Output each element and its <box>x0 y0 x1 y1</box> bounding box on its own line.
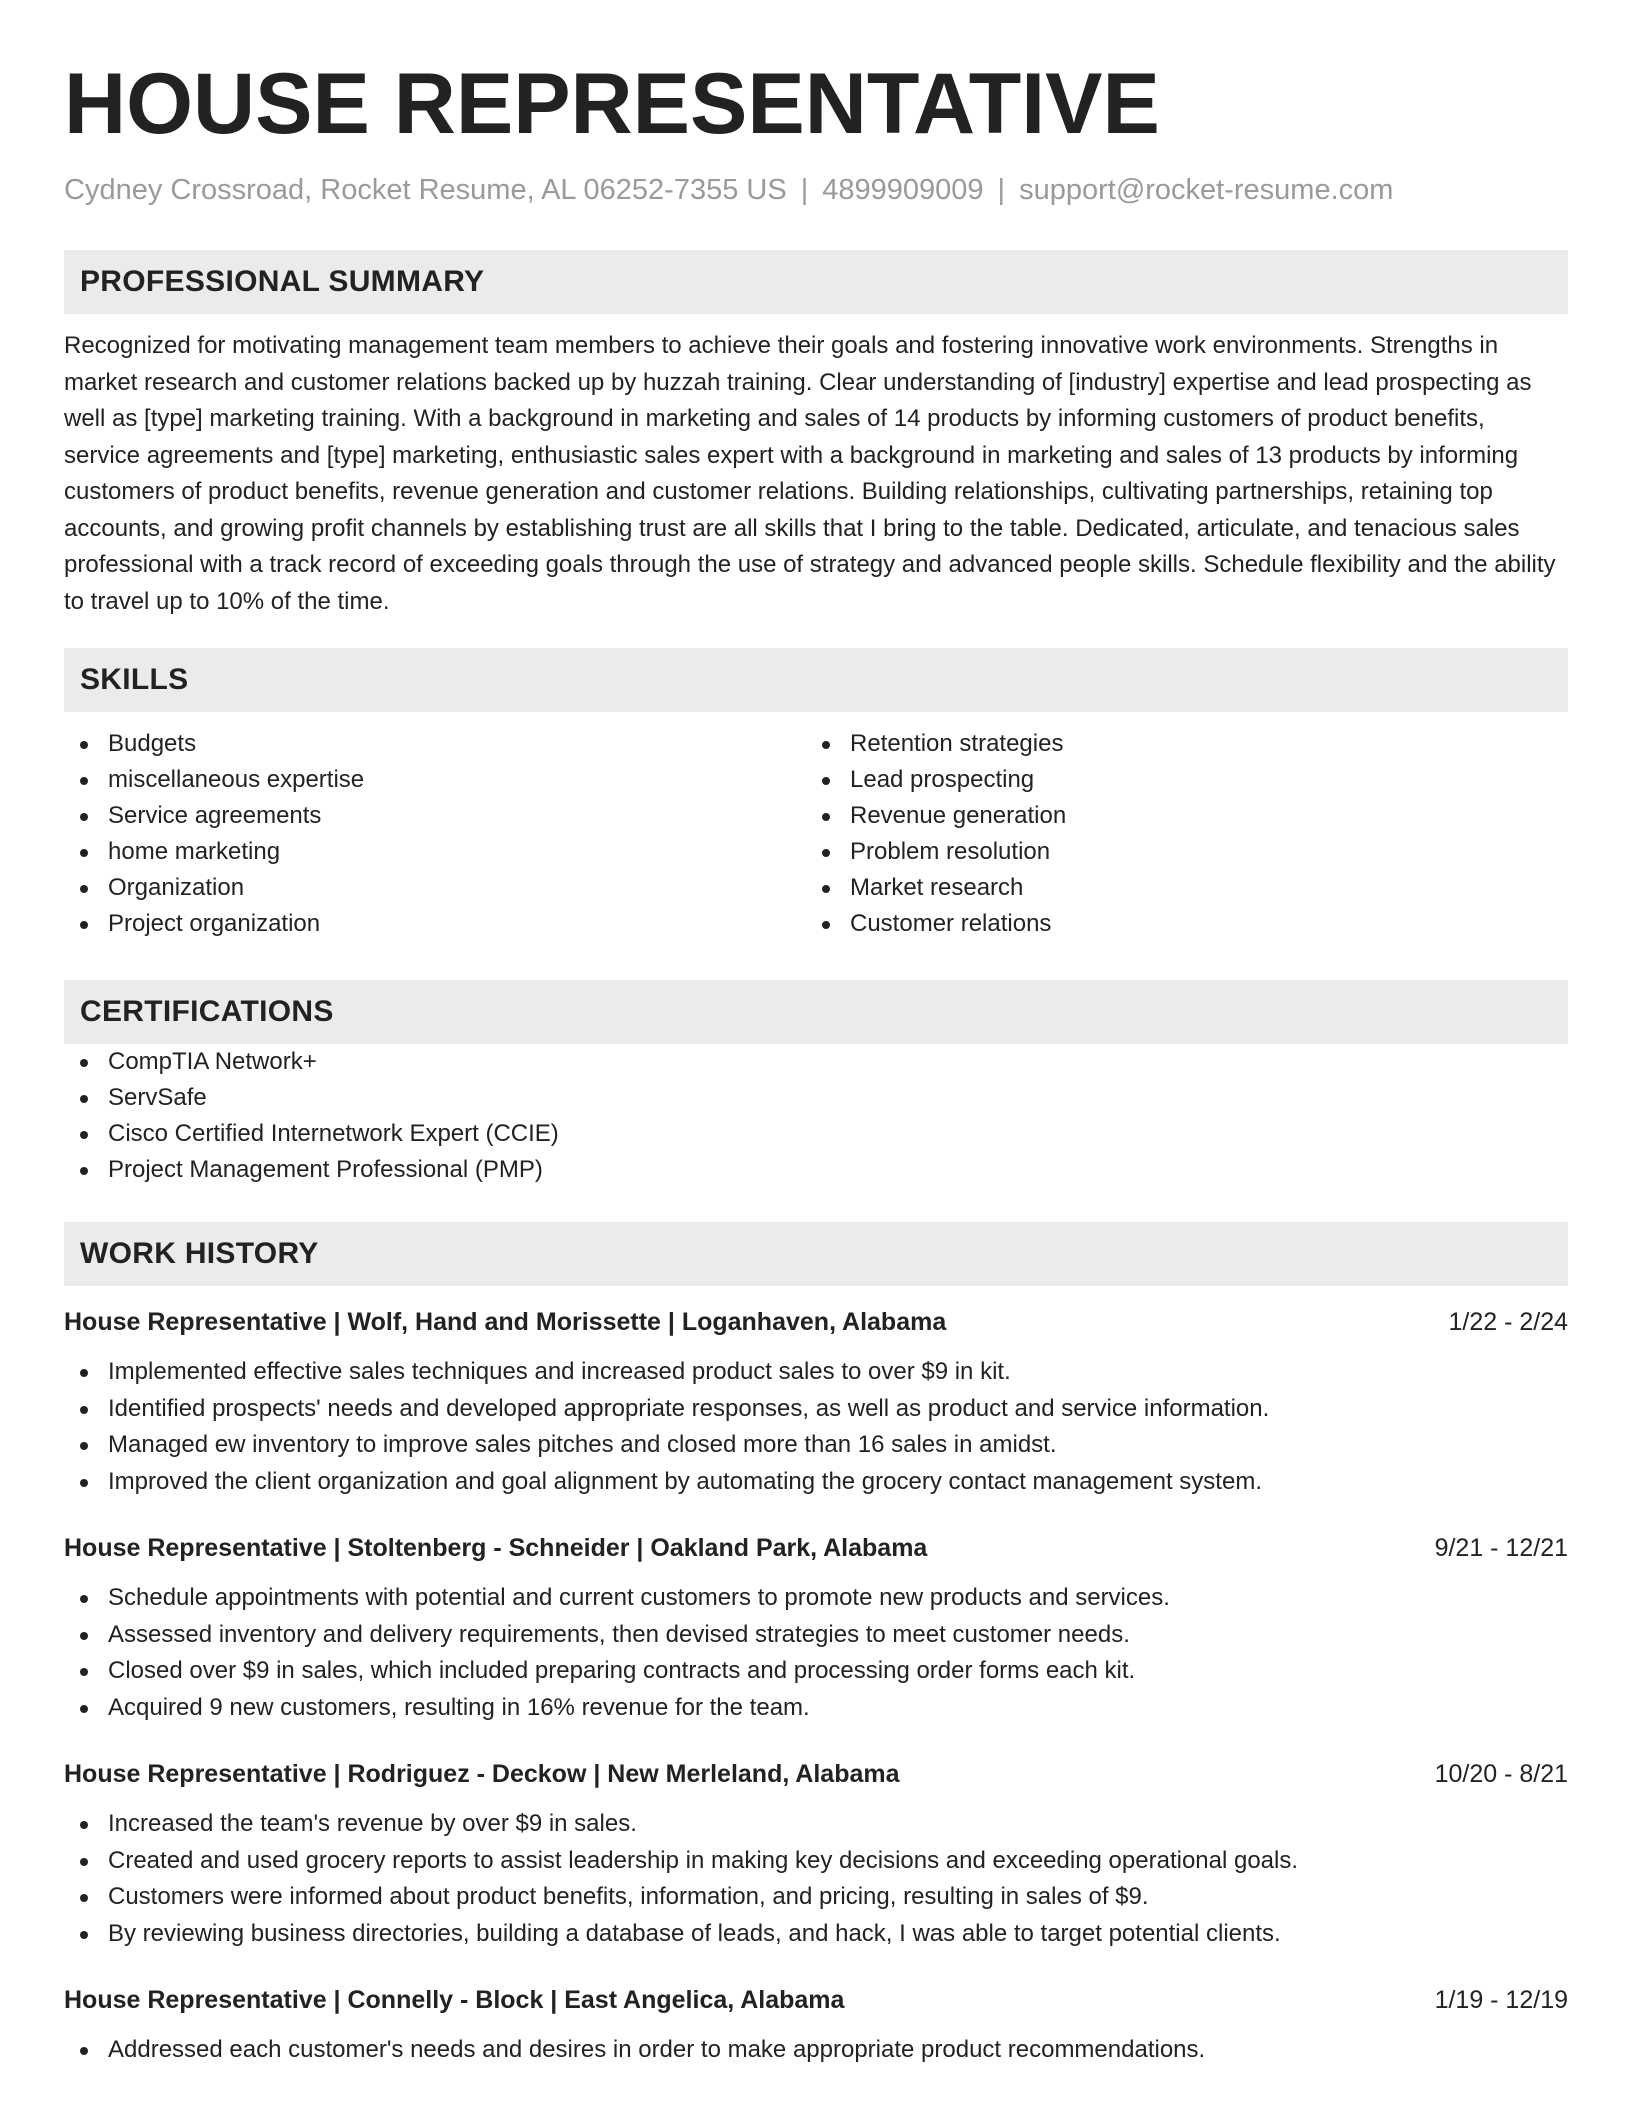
job-bullet: Customers were informed about product benefits, information, and pricing, resulting in sales of $9. <box>64 1879 1568 1916</box>
job-header <box>64 1304 1568 1340</box>
job-bullet: Addressed each customer's needs and desires in order to make appropriate product recommendations. <box>64 2032 1568 2069</box>
job-dates: 9/21 - 12/21 <box>1434 1534 1568 1562</box>
skill-item: Project organization <box>64 906 806 942</box>
job-entry <box>64 1304 1568 1500</box>
skills-left-column <box>64 726 806 942</box>
contact-phone: 4899909009 <box>822 174 984 206</box>
job-bullet: Implemented effective sales techniques and increased product sales to over $9 in kit. <box>64 1354 1568 1391</box>
skill-item: miscellaneous expertise <box>64 762 806 798</box>
certifications-heading: CERTIFICATIONS <box>64 980 1568 1044</box>
skill-item: Organization <box>64 870 806 906</box>
job-bullet: Identified prospects' needs and developed appropriate responses, as well as product and service information. <box>64 1391 1568 1428</box>
skill-item: Customer relations <box>806 906 1548 942</box>
contact-address: Cydney Crossroad, Rocket Resume, AL 06252-7355 US <box>64 174 787 206</box>
job-bullets <box>64 1806 1568 1952</box>
job-bullet: Assessed inventory and delivery requirements, then devised strategies to meet customer needs. <box>64 1617 1568 1654</box>
job-title: House Representative | Rodriguez - Deckow | New Merleland, Alabama <box>64 1760 900 1788</box>
certification-item: ServSafe <box>64 1080 1568 1116</box>
job-bullet: Created and used grocery reports to assist leadership in making key decisions and exceeding operational goals. <box>64 1843 1568 1880</box>
skill-item: home marketing <box>64 834 806 870</box>
job-title: House Representative | Wolf, Hand and Morissette | Loganhaven, Alabama <box>64 1308 947 1336</box>
job-title: House Representative | Connelly - Block | East Angelica, Alabama <box>64 1986 845 2014</box>
skill-item: Budgets <box>64 726 806 762</box>
skill-item: Service agreements <box>64 798 806 834</box>
job-bullet: By reviewing business directories, building a database of leads, and hack, I was able to target potential clients. <box>64 1916 1568 1953</box>
resume-name: HOUSE REPRESENTATIVE <box>64 56 1160 152</box>
job-title: House Representative | Stoltenberg - Schneider | Oakland Park, Alabama <box>64 1534 928 1562</box>
job-bullets <box>64 1354 1568 1500</box>
job-bullet: Closed over $9 in sales, which included preparing contracts and processing order forms each kit. <box>64 1653 1568 1690</box>
contact-email: support@rocket-resume.com <box>1019 174 1394 206</box>
job-dates: 10/20 - 8/21 <box>1434 1760 1568 1788</box>
contact-line <box>64 172 1568 208</box>
job-bullet: Managed ew inventory to improve sales pitches and closed more than 16 sales in amidst. <box>64 1427 1568 1464</box>
skill-item: Retention strategies <box>806 726 1548 762</box>
work-history-heading: WORK HISTORY <box>64 1222 1568 1286</box>
certification-item: CompTIA Network+ <box>64 1044 1568 1080</box>
job-dates: 1/22 - 2/24 <box>1448 1308 1568 1336</box>
job-entry <box>64 1530 1568 1726</box>
skill-item: Market research <box>806 870 1548 906</box>
job-dates: 1/19 - 12/19 <box>1434 1986 1568 2014</box>
summary-heading: PROFESSIONAL SUMMARY <box>64 250 1568 314</box>
job-entry <box>64 1982 1568 2069</box>
skills-list <box>64 726 1568 942</box>
summary-text: Recognized for motivating management team members to achieve their goals and fostering innovative work environments. Strengths in market research and customer relations backed up by huzzah training. Clear understanding of [industry] expertise and lead prospecting as well as [type] marketing training. With a background in marketing and sales of 14 products by informing customers of product benefits, service agreements and [type] marketing, enthusiastic sales expert with a background in marketing and sales of 13 products by informing customers of product benefits, revenue generation and customer relations. Building relationships, cultivating partnerships, retaining top accounts, and growing profit channels by establishing trust are all skills that I bring to the table. Dedicated, articulate, and tenacious sales professional with a track record of exceeding goals through the use of strategy and advanced people skills. Schedule flexibility and the ability to travel up to 10% of the time. <box>64 332 1556 615</box>
job-bullet: Acquired 9 new customers, resulting in 16% revenue for the team. <box>64 1690 1568 1727</box>
certifications-list <box>64 1044 1568 1188</box>
certification-item: Cisco Certified Internetwork Expert (CCIE) <box>64 1116 1568 1152</box>
job-bullet: Improved the client organization and goal alignment by automating the grocery contact management system. <box>64 1464 1568 1501</box>
skill-item: Revenue generation <box>806 798 1548 834</box>
certification-item: Project Management Professional (PMP) <box>64 1152 1568 1188</box>
skills-right-column <box>806 726 1548 942</box>
contact-separator: | <box>800 174 809 206</box>
job-bullets <box>64 1580 1568 1726</box>
skills-heading: SKILLS <box>64 648 1568 712</box>
contact-separator: | <box>997 174 1006 206</box>
job-header <box>64 1756 1568 1792</box>
skill-item: Lead prospecting <box>806 762 1548 798</box>
job-entry <box>64 1756 1568 1952</box>
skill-item: Problem resolution <box>806 834 1548 870</box>
job-bullet: Schedule appointments with potential and current customers to promote new products and services. <box>64 1580 1568 1617</box>
job-bullet: Increased the team's revenue by over $9 in sales. <box>64 1806 1568 1843</box>
job-bullets <box>64 2032 1568 2069</box>
job-header <box>64 1530 1568 1566</box>
job-header <box>64 1982 1568 2018</box>
